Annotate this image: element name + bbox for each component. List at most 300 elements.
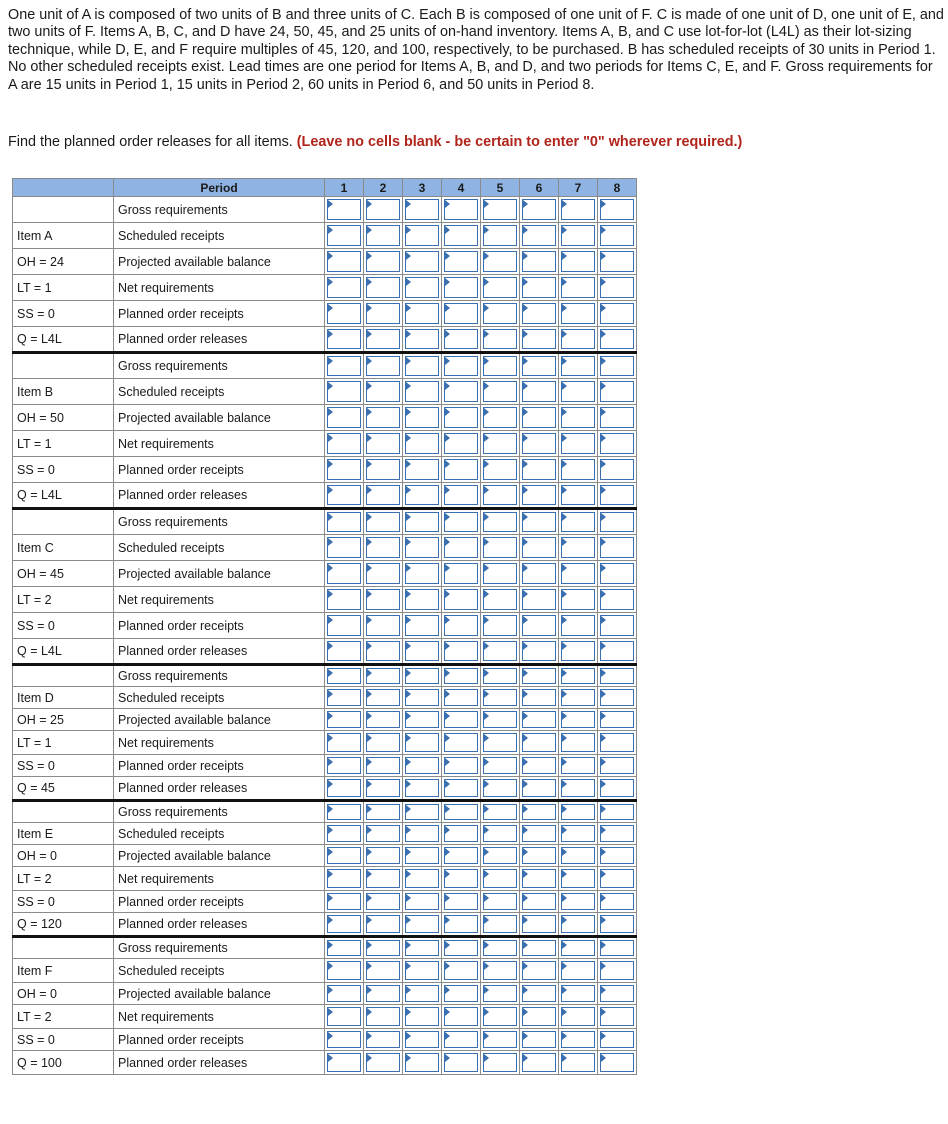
answer-input[interactable] xyxy=(483,641,517,661)
answer-input[interactable] xyxy=(444,563,478,584)
answer-input[interactable] xyxy=(405,563,439,584)
answer-input[interactable] xyxy=(405,804,439,820)
answer-input[interactable] xyxy=(561,1031,595,1048)
answer-input[interactable] xyxy=(483,615,517,636)
answer-input[interactable] xyxy=(561,804,595,820)
answer-input[interactable] xyxy=(483,940,517,956)
answer-input[interactable] xyxy=(561,757,595,774)
answer-input[interactable] xyxy=(366,563,400,584)
answer-input[interactable] xyxy=(444,825,478,842)
answer-input[interactable] xyxy=(522,847,556,864)
answer-input[interactable] xyxy=(366,199,400,220)
answer-input[interactable] xyxy=(405,615,439,636)
answer-input[interactable] xyxy=(483,869,517,888)
answer-input[interactable] xyxy=(405,1053,439,1072)
answer-input[interactable] xyxy=(444,381,478,402)
answer-input[interactable] xyxy=(561,251,595,272)
answer-input[interactable] xyxy=(522,825,556,842)
answer-input[interactable] xyxy=(522,381,556,402)
answer-input[interactable] xyxy=(444,433,478,454)
answer-input[interactable] xyxy=(327,459,361,480)
answer-input[interactable] xyxy=(600,961,634,980)
answer-input[interactable] xyxy=(483,225,517,246)
answer-input[interactable] xyxy=(561,711,595,728)
answer-input[interactable] xyxy=(444,804,478,820)
answer-input[interactable] xyxy=(366,779,400,797)
answer-input[interactable] xyxy=(483,757,517,774)
answer-input[interactable] xyxy=(561,329,595,349)
answer-input[interactable] xyxy=(522,537,556,558)
answer-input[interactable] xyxy=(522,641,556,661)
answer-input[interactable] xyxy=(483,804,517,820)
answer-input[interactable] xyxy=(405,199,439,220)
answer-input[interactable] xyxy=(444,485,478,505)
answer-input[interactable] xyxy=(444,915,478,933)
answer-input[interactable] xyxy=(600,485,634,505)
answer-input[interactable] xyxy=(327,407,361,428)
answer-input[interactable] xyxy=(600,779,634,797)
answer-input[interactable] xyxy=(600,615,634,636)
answer-input[interactable] xyxy=(522,757,556,774)
answer-input[interactable] xyxy=(405,225,439,246)
answer-input[interactable] xyxy=(366,961,400,980)
answer-input[interactable] xyxy=(366,893,400,910)
answer-input[interactable] xyxy=(327,356,361,376)
answer-input[interactable] xyxy=(561,825,595,842)
answer-input[interactable] xyxy=(483,733,517,752)
answer-input[interactable] xyxy=(600,869,634,888)
answer-input[interactable] xyxy=(405,985,439,1002)
answer-input[interactable] xyxy=(327,961,361,980)
answer-input[interactable] xyxy=(522,407,556,428)
answer-input[interactable] xyxy=(600,356,634,376)
answer-input[interactable] xyxy=(483,1053,517,1072)
answer-input[interactable] xyxy=(561,407,595,428)
answer-input[interactable] xyxy=(327,329,361,349)
answer-input[interactable] xyxy=(600,985,634,1002)
answer-input[interactable] xyxy=(366,303,400,324)
answer-input[interactable] xyxy=(561,779,595,797)
answer-input[interactable] xyxy=(444,537,478,558)
answer-input[interactable] xyxy=(522,779,556,797)
answer-input[interactable] xyxy=(327,1031,361,1048)
answer-input[interactable] xyxy=(561,847,595,864)
answer-input[interactable] xyxy=(444,407,478,428)
answer-input[interactable] xyxy=(327,940,361,956)
answer-input[interactable] xyxy=(522,804,556,820)
answer-input[interactable] xyxy=(483,589,517,610)
answer-input[interactable] xyxy=(444,779,478,797)
answer-input[interactable] xyxy=(444,512,478,532)
answer-input[interactable] xyxy=(444,893,478,910)
answer-input[interactable] xyxy=(600,459,634,480)
answer-input[interactable] xyxy=(600,641,634,661)
answer-input[interactable] xyxy=(327,985,361,1002)
answer-input[interactable] xyxy=(444,277,478,298)
answer-input[interactable] xyxy=(405,847,439,864)
answer-input[interactable] xyxy=(444,1007,478,1026)
answer-input[interactable] xyxy=(366,711,400,728)
answer-input[interactable] xyxy=(405,329,439,349)
answer-input[interactable] xyxy=(522,1007,556,1026)
answer-input[interactable] xyxy=(483,711,517,728)
answer-input[interactable] xyxy=(561,563,595,584)
answer-input[interactable] xyxy=(522,303,556,324)
answer-input[interactable] xyxy=(522,433,556,454)
answer-input[interactable] xyxy=(561,512,595,532)
answer-input[interactable] xyxy=(444,1031,478,1048)
answer-input[interactable] xyxy=(405,779,439,797)
answer-input[interactable] xyxy=(366,689,400,706)
answer-input[interactable] xyxy=(483,779,517,797)
answer-input[interactable] xyxy=(522,563,556,584)
answer-input[interactable] xyxy=(600,512,634,532)
answer-input[interactable] xyxy=(327,804,361,820)
answer-input[interactable] xyxy=(600,915,634,933)
answer-input[interactable] xyxy=(444,641,478,661)
answer-input[interactable] xyxy=(405,893,439,910)
answer-input[interactable] xyxy=(561,303,595,324)
answer-input[interactable] xyxy=(405,303,439,324)
answer-input[interactable] xyxy=(522,915,556,933)
answer-input[interactable] xyxy=(561,225,595,246)
answer-input[interactable] xyxy=(327,689,361,706)
answer-input[interactable] xyxy=(522,1031,556,1048)
input-marker-icon xyxy=(328,252,333,260)
answer-input[interactable] xyxy=(600,199,634,220)
answer-input[interactable] xyxy=(561,459,595,480)
answer-input[interactable] xyxy=(366,329,400,349)
answer-cell xyxy=(598,353,637,379)
answer-input[interactable] xyxy=(444,847,478,864)
answer-input[interactable] xyxy=(405,251,439,272)
answer-input[interactable] xyxy=(600,668,634,684)
answer-input[interactable] xyxy=(327,537,361,558)
answer-input[interactable] xyxy=(366,381,400,402)
answer-input[interactable] xyxy=(405,1031,439,1048)
answer-input[interactable] xyxy=(600,563,634,584)
answer-input[interactable] xyxy=(366,1007,400,1026)
answer-cell xyxy=(520,535,559,561)
answer-input[interactable] xyxy=(366,940,400,956)
answer-input[interactable] xyxy=(366,615,400,636)
answer-input[interactable] xyxy=(483,537,517,558)
answer-input[interactable] xyxy=(366,225,400,246)
answer-input[interactable] xyxy=(600,537,634,558)
answer-input[interactable] xyxy=(522,329,556,349)
answer-input[interactable] xyxy=(483,893,517,910)
answer-input[interactable] xyxy=(327,512,361,532)
answer-input[interactable] xyxy=(600,689,634,706)
answer-input[interactable] xyxy=(483,915,517,933)
answer-input[interactable] xyxy=(600,733,634,752)
answer-input[interactable] xyxy=(561,1007,595,1026)
answer-input[interactable] xyxy=(522,711,556,728)
answer-input[interactable] xyxy=(327,563,361,584)
answer-input[interactable] xyxy=(600,277,634,298)
answer-input[interactable] xyxy=(444,303,478,324)
answer-input[interactable] xyxy=(366,641,400,661)
answer-input[interactable] xyxy=(327,757,361,774)
answer-input[interactable] xyxy=(600,381,634,402)
answer-input[interactable] xyxy=(483,251,517,272)
answer-input[interactable] xyxy=(366,1053,400,1072)
answer-input[interactable] xyxy=(366,804,400,820)
answer-input[interactable] xyxy=(483,961,517,980)
answer-input[interactable] xyxy=(327,251,361,272)
answer-input[interactable] xyxy=(405,733,439,752)
answer-input[interactable] xyxy=(483,847,517,864)
answer-input[interactable] xyxy=(444,356,478,376)
answer-input[interactable] xyxy=(444,225,478,246)
answer-input[interactable] xyxy=(600,711,634,728)
answer-input[interactable] xyxy=(600,1007,634,1026)
answer-input[interactable] xyxy=(561,668,595,684)
answer-input[interactable] xyxy=(600,1053,634,1072)
answer-input[interactable] xyxy=(444,329,478,349)
answer-input[interactable] xyxy=(444,199,478,220)
answer-input[interactable] xyxy=(405,825,439,842)
answer-input[interactable] xyxy=(366,277,400,298)
answer-input[interactable] xyxy=(561,356,595,376)
answer-input[interactable] xyxy=(522,615,556,636)
answer-input[interactable] xyxy=(327,847,361,864)
answer-input[interactable] xyxy=(522,668,556,684)
answer-input[interactable] xyxy=(522,1053,556,1072)
answer-input[interactable] xyxy=(522,277,556,298)
answer-cell xyxy=(403,1051,442,1075)
answer-input[interactable] xyxy=(327,225,361,246)
answer-input[interactable] xyxy=(600,940,634,956)
item-c-row xyxy=(13,639,637,665)
answer-input[interactable] xyxy=(600,433,634,454)
answer-input[interactable] xyxy=(444,615,478,636)
answer-input[interactable] xyxy=(405,915,439,933)
answer-input[interactable] xyxy=(327,199,361,220)
answer-input[interactable] xyxy=(483,356,517,376)
answer-input[interactable] xyxy=(405,407,439,428)
answer-cell xyxy=(481,639,520,665)
answer-input[interactable] xyxy=(444,985,478,1002)
answer-input[interactable] xyxy=(561,940,595,956)
answer-input[interactable] xyxy=(483,512,517,532)
answer-input[interactable] xyxy=(561,689,595,706)
answer-input[interactable] xyxy=(522,251,556,272)
item-e-row xyxy=(13,801,637,823)
answer-input[interactable] xyxy=(483,433,517,454)
answer-input[interactable] xyxy=(327,433,361,454)
answer-input[interactable] xyxy=(561,641,595,661)
answer-input[interactable] xyxy=(483,407,517,428)
answer-input[interactable] xyxy=(366,589,400,610)
answer-input[interactable] xyxy=(444,1053,478,1072)
answer-input[interactable] xyxy=(366,485,400,505)
answer-input[interactable] xyxy=(327,733,361,752)
answer-input[interactable] xyxy=(444,589,478,610)
answer-input[interactable] xyxy=(600,757,634,774)
answer-input[interactable] xyxy=(405,433,439,454)
answer-input[interactable] xyxy=(366,668,400,684)
answer-input[interactable] xyxy=(405,277,439,298)
answer-input[interactable] xyxy=(483,277,517,298)
answer-input[interactable] xyxy=(483,199,517,220)
answer-cell xyxy=(481,587,520,613)
answer-input[interactable] xyxy=(483,563,517,584)
answer-input[interactable] xyxy=(366,251,400,272)
answer-input[interactable] xyxy=(327,915,361,933)
answer-input[interactable] xyxy=(561,733,595,752)
answer-cell xyxy=(559,275,598,301)
answer-input[interactable] xyxy=(366,985,400,1002)
answer-input[interactable] xyxy=(405,381,439,402)
answer-input[interactable] xyxy=(405,757,439,774)
answer-input[interactable] xyxy=(561,277,595,298)
answer-input[interactable] xyxy=(483,459,517,480)
answer-input[interactable] xyxy=(327,893,361,910)
answer-input[interactable] xyxy=(483,485,517,505)
answer-input[interactable] xyxy=(600,407,634,428)
answer-input[interactable] xyxy=(366,537,400,558)
answer-input[interactable] xyxy=(522,893,556,910)
answer-input[interactable] xyxy=(522,869,556,888)
answer-input[interactable] xyxy=(561,589,595,610)
answer-input[interactable] xyxy=(600,1031,634,1048)
answer-input[interactable] xyxy=(405,1007,439,1026)
answer-input[interactable] xyxy=(327,1053,361,1072)
answer-input[interactable] xyxy=(483,329,517,349)
answer-input[interactable] xyxy=(561,485,595,505)
answer-input[interactable] xyxy=(366,869,400,888)
answer-input[interactable] xyxy=(600,303,634,324)
answer-input[interactable] xyxy=(600,847,634,864)
answer-input[interactable] xyxy=(600,329,634,349)
answer-input[interactable] xyxy=(483,689,517,706)
answer-input[interactable] xyxy=(561,615,595,636)
answer-input[interactable] xyxy=(444,668,478,684)
answer-input[interactable] xyxy=(405,689,439,706)
answer-input[interactable] xyxy=(327,381,361,402)
answer-input[interactable] xyxy=(366,433,400,454)
answer-input[interactable] xyxy=(522,940,556,956)
answer-input[interactable] xyxy=(522,689,556,706)
answer-input[interactable] xyxy=(483,1007,517,1026)
answer-input[interactable] xyxy=(444,251,478,272)
answer-input[interactable] xyxy=(327,641,361,661)
answer-input[interactable] xyxy=(561,869,595,888)
answer-input[interactable] xyxy=(444,733,478,752)
answer-input[interactable] xyxy=(405,940,439,956)
answer-input[interactable] xyxy=(327,303,361,324)
answer-input[interactable] xyxy=(522,961,556,980)
answer-input[interactable] xyxy=(405,961,439,980)
answer-input[interactable] xyxy=(366,512,400,532)
answer-input[interactable] xyxy=(561,381,595,402)
answer-input[interactable] xyxy=(600,251,634,272)
answer-input[interactable] xyxy=(522,485,556,505)
answer-input[interactable] xyxy=(561,1053,595,1072)
answer-input[interactable] xyxy=(405,589,439,610)
answer-input[interactable] xyxy=(561,961,595,980)
answer-input[interactable] xyxy=(483,825,517,842)
answer-input[interactable] xyxy=(561,199,595,220)
answer-input[interactable] xyxy=(561,893,595,910)
answer-input[interactable] xyxy=(600,589,634,610)
answer-input[interactable] xyxy=(327,615,361,636)
answer-input[interactable] xyxy=(522,589,556,610)
answer-input[interactable] xyxy=(444,869,478,888)
answer-input[interactable] xyxy=(522,985,556,1002)
answer-input[interactable] xyxy=(405,869,439,888)
answer-input[interactable] xyxy=(366,825,400,842)
answer-input[interactable] xyxy=(327,485,361,505)
answer-input[interactable] xyxy=(327,711,361,728)
row-label: Net requirements xyxy=(114,275,325,301)
answer-input[interactable] xyxy=(483,985,517,1002)
answer-input[interactable] xyxy=(483,668,517,684)
answer-input[interactable] xyxy=(327,825,361,842)
answer-cell xyxy=(325,755,364,777)
answer-input[interactable] xyxy=(366,757,400,774)
answer-input[interactable] xyxy=(366,459,400,480)
answer-input[interactable] xyxy=(366,733,400,752)
answer-input[interactable] xyxy=(366,356,400,376)
answer-input[interactable] xyxy=(561,537,595,558)
answer-input[interactable] xyxy=(561,985,595,1002)
answer-input[interactable] xyxy=(405,485,439,505)
answer-input[interactable] xyxy=(444,459,478,480)
answer-input[interactable] xyxy=(561,433,595,454)
answer-input[interactable] xyxy=(522,512,556,532)
answer-input[interactable] xyxy=(327,589,361,610)
answer-input[interactable] xyxy=(600,825,634,842)
answer-input[interactable] xyxy=(600,804,634,820)
answer-input[interactable] xyxy=(405,668,439,684)
answer-input[interactable] xyxy=(366,1031,400,1048)
answer-input[interactable] xyxy=(444,689,478,706)
answer-input[interactable] xyxy=(561,915,595,933)
answer-input[interactable] xyxy=(366,407,400,428)
answer-input[interactable] xyxy=(483,381,517,402)
answer-input[interactable] xyxy=(405,459,439,480)
answer-input[interactable] xyxy=(444,711,478,728)
answer-input[interactable] xyxy=(366,847,400,864)
answer-input[interactable] xyxy=(600,893,634,910)
answer-input[interactable] xyxy=(327,277,361,298)
answer-input[interactable] xyxy=(522,225,556,246)
answer-input[interactable] xyxy=(327,668,361,684)
answer-input[interactable] xyxy=(522,356,556,376)
answer-input[interactable] xyxy=(327,1007,361,1026)
answer-input[interactable] xyxy=(405,641,439,661)
answer-input[interactable] xyxy=(522,199,556,220)
answer-cell xyxy=(598,755,637,777)
answer-input[interactable] xyxy=(444,961,478,980)
answer-input[interactable] xyxy=(483,1031,517,1048)
answer-input[interactable] xyxy=(522,733,556,752)
answer-input[interactable] xyxy=(327,779,361,797)
answer-input[interactable] xyxy=(366,915,400,933)
answer-input[interactable] xyxy=(483,303,517,324)
answer-input[interactable] xyxy=(405,711,439,728)
answer-input[interactable] xyxy=(522,459,556,480)
answer-input[interactable] xyxy=(405,537,439,558)
answer-input[interactable] xyxy=(405,512,439,532)
answer-input[interactable] xyxy=(444,757,478,774)
answer-input[interactable] xyxy=(327,869,361,888)
answer-input[interactable] xyxy=(444,940,478,956)
answer-input[interactable] xyxy=(405,356,439,376)
answer-input[interactable] xyxy=(600,225,634,246)
